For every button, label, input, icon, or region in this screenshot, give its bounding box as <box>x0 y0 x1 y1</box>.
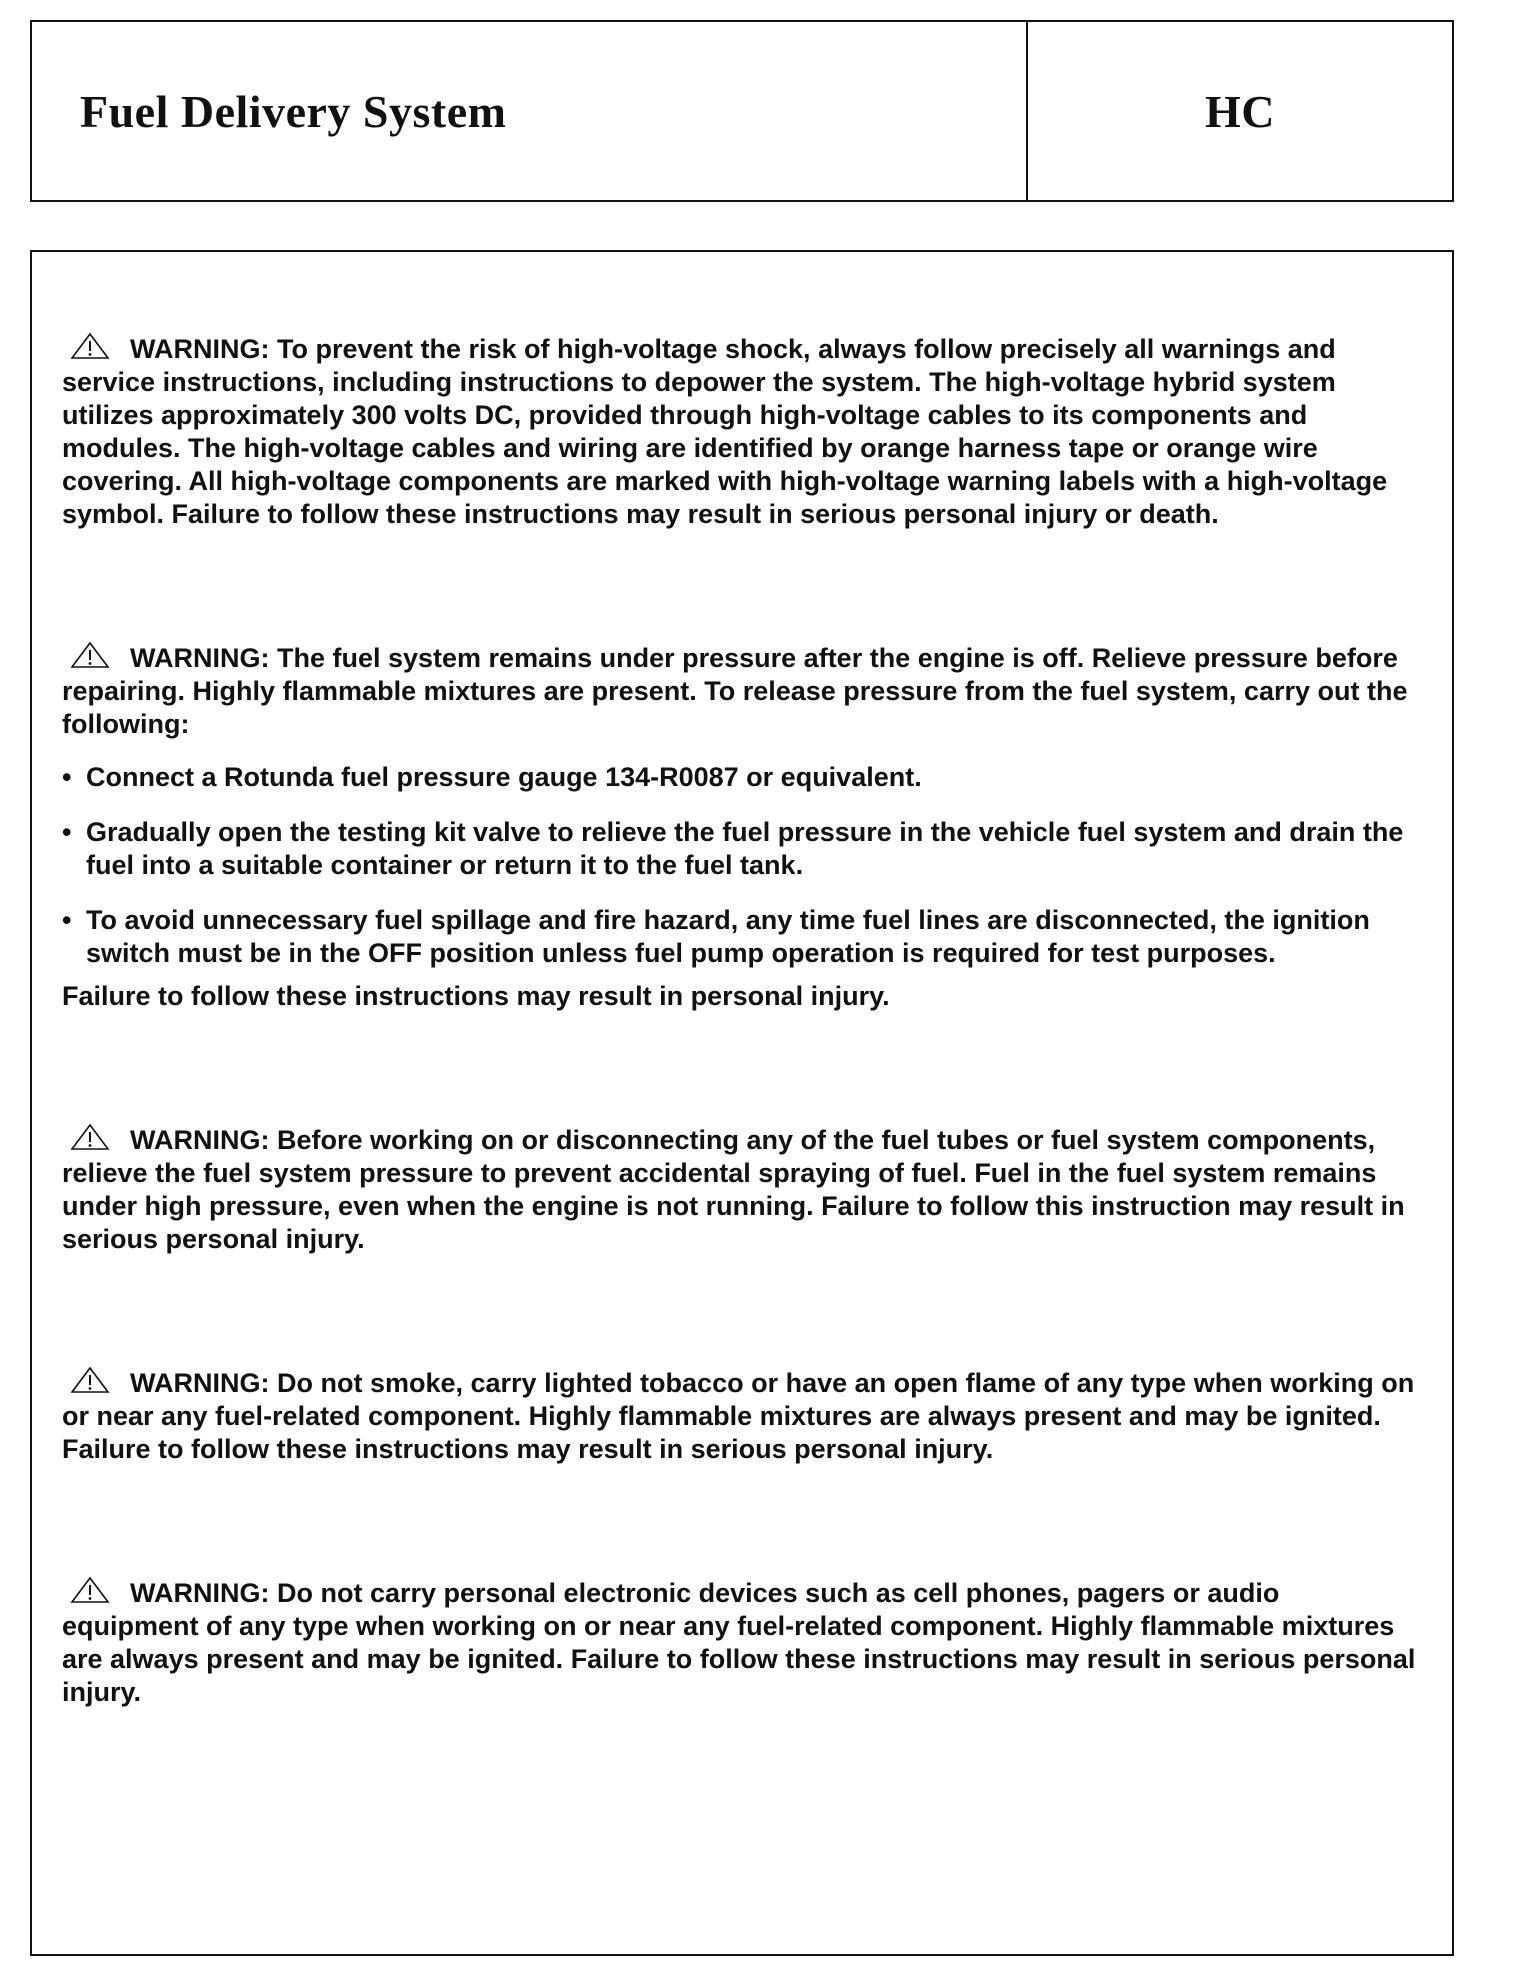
warning-text: WARNING: The fuel system remains under pressure after the engine is off. Relieve pressure before repairing. Highly flammable mixtures are present. To release pressure from the fuel system, carry out the following: <box>62 643 1408 739</box>
warning-electronic-devices <box>62 1576 1422 1709</box>
bullet-mark: • <box>62 762 72 792</box>
warning-footer: Failure to follow these instructions may result in personal injury. <box>62 981 890 1011</box>
list-item-text: To avoid unnecessary fuel spillage and fire hazard, any time fuel lines are disconnected, the ignition switch must be in the OFF position unless fuel pump operation is required for test purposes. <box>86 905 1370 968</box>
warning-triangle-icon <box>70 1123 110 1151</box>
header-title-cell <box>32 22 1028 200</box>
warnings-panel <box>30 250 1454 1956</box>
warning-triangle-icon <box>70 641 110 669</box>
warning-triangle-icon <box>70 1366 110 1394</box>
list-item-text: Gradually open the testing kit valve to relieve the fuel pressure in the vehicle fuel system and drain the fuel into a suitable container or return it to the fuel tank. <box>86 817 1404 880</box>
warning-high-voltage <box>62 332 1422 531</box>
warning-triangle-icon <box>70 1576 110 1604</box>
header-code-cell <box>1028 22 1452 200</box>
warning-fuel-pressure <box>62 641 1422 1013</box>
section-title: Fuel Delivery System <box>80 85 507 137</box>
warning-triangle-icon <box>70 332 110 360</box>
list-item <box>62 816 1422 882</box>
bullet-mark: • <box>62 817 72 847</box>
procedure-list <box>62 761 1422 970</box>
warning-text: WARNING: To prevent the risk of high-voltage shock, always follow precisely all warnings and service instructions, including instructions to depower the system. The high-voltage hybrid system utilizes approximately 300 volts DC, provided through high-voltage cables to its components and modules. The high-voltage cables and wiring are identified by orange harness tape or orange wire covering. All high-voltage components are marked with high-voltage warning labels with a high-voltage symbol. Failure to follow these instructions may result in serious personal injury or death. <box>62 334 1388 529</box>
page-header <box>30 20 1454 202</box>
warning-text: WARNING: Do not smoke, carry lighted tobacco or have an open flame of any type when working on or near any fuel-related component. Highly flammable mixtures are always present and may be ignited. Failure to follow these instructions may result in serious personal injury. <box>62 1368 1415 1464</box>
warning-text: WARNING: Before working on or disconnecting any of the fuel tubes or fuel system components, relieve the fuel system pressure to prevent accidental spraying of fuel. Fuel in the fuel system remains under high pressure, even when the engine is not running. Failure to follow this instruction may result in serious personal injury. <box>62 1125 1405 1254</box>
warning-text: WARNING: Do not carry personal electronic devices such as cell phones, pagers or audio equipment of any type when working on or near any fuel-related component. Highly flammable mixtures are always present and may be ignited. Failure to follow these instructions may result in serious personal injury. <box>62 1578 1416 1707</box>
list-item <box>62 904 1422 970</box>
list-item-text: Connect a Rotunda fuel pressure gauge 134-R0087 or equivalent. <box>86 762 922 792</box>
bullet-mark: • <box>62 905 72 935</box>
warning-no-smoking <box>62 1366 1422 1466</box>
warning-fuel-tubes <box>62 1123 1422 1256</box>
list-item <box>62 761 1422 794</box>
section-code: HC <box>1205 85 1275 137</box>
